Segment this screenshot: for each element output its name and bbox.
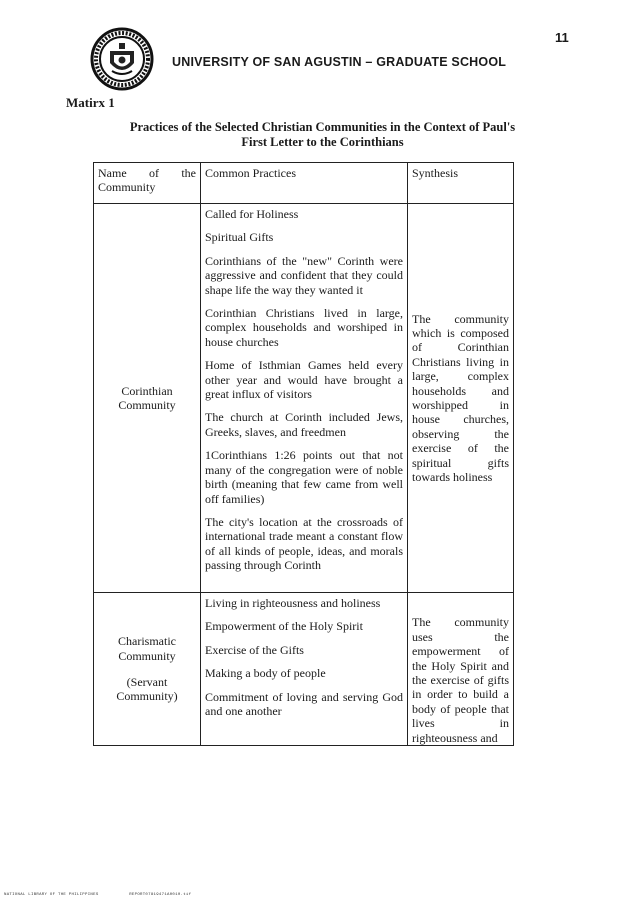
practices-cell (201, 593, 408, 746)
university-header: UNIVERSITY OF SAN AGUSTIN – GRADUATE SCHOOL (172, 55, 507, 69)
synthesis-cell: The community uses the empowerment of the Holy Spirit and the exercise of gifts in order to build a body of people that lives in righteousness and (408, 593, 514, 746)
practice-item: Spiritual Gifts (205, 230, 274, 245)
practices-cell (201, 204, 408, 593)
practice-item: Living in righteousness and holiness (205, 596, 381, 610)
community-subname: (Servant Community) (116, 675, 178, 704)
synthesis-cell: The community which is composed of Corinthian Christians living in large, complex households and worshipped in house churches, observing the exercise of the spiritual gifts towards holiness (408, 204, 514, 593)
practice-item: Corinthians of the "new" Corinth were aggressive and confident that they could shape life the way they wanted it (205, 253, 403, 297)
community-name: Charismatic Community (118, 634, 176, 663)
community-name: Corinthian Community (118, 383, 176, 412)
footer-filename: REPORT07819471A0010.tif (129, 893, 192, 897)
practice-item: The church at Corinth included Jews, Greeks, slaves, and freedmen (205, 410, 403, 439)
title-line-1: Practices of the Selected Christian Communities in the Context of Paul's (129, 120, 516, 134)
header-synthesis: Synthesis (408, 163, 514, 204)
matrix-label: Matirx 1 (66, 95, 115, 110)
practice-item: 1Corinthians 1:26 points out that not many of the congregation were of noble birth (meaning that few came from well off families) (205, 448, 403, 506)
scan-footer-stamp (4, 893, 219, 897)
page-number: 11 (555, 30, 569, 45)
practice-item: The city's location at the crossroads of international trade meant a constant flow of all kinds of people, ideas, and morals passing through Corinth (205, 514, 403, 573)
university-seal-logo (90, 27, 154, 91)
table-header-row (94, 163, 514, 204)
header-common-practices: Common Practices (201, 163, 408, 204)
practice-item: Called for Holiness (205, 207, 299, 221)
title-line-2: First Letter to the Corinthians (241, 135, 404, 149)
practice-item: Corinthian Christians lived in large, complex households and worshiped in house churches (205, 306, 403, 349)
practices-matrix-table (93, 162, 514, 746)
practice-item: Commitment of loving and serving God and one another (205, 689, 403, 719)
community-name-cell (94, 593, 201, 746)
practice-item: Making a body of people (205, 666, 326, 681)
table-row (94, 593, 514, 746)
practice-item: Home of Isthmian Games held every other year and would have brought a great influx of visitors (205, 358, 403, 402)
practice-item: Empowerment of the Holy Spirit (205, 619, 363, 634)
community-name-cell (94, 204, 201, 593)
table-row (94, 204, 514, 593)
header-community-name: Name of the Community (94, 163, 201, 204)
practice-item: Exercise of the Gifts (205, 642, 304, 657)
footer-library: NATIONAL LIBRARY OF THE PHILIPPINES (4, 893, 99, 897)
document-title (100, 120, 545, 150)
